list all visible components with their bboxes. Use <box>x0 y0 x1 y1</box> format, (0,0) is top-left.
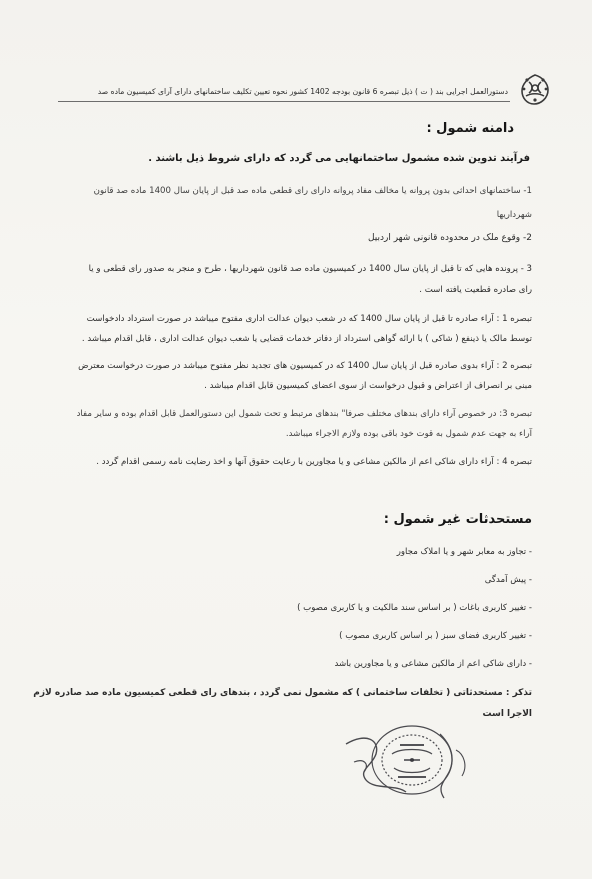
note-3-line-1: تبصره 3: در خصوص آراء دارای بندهای مختلف صرفا" بندهای مرتبط و تحت شمول این دستورالعمل قابل اقدام بوده و سایر مفاد <box>76 409 532 419</box>
note-2-line-1: تبصره 2 : آراء بدوی صادره قبل از پایان سال 1400 که در کمیسیون های تجدید نظر مفتوح میباشد در صورت درخواست معترض <box>78 361 532 371</box>
scope-item-1-line-1: 1- ساختمانهای احداثی بدون پروانه یا مخالف مفاد پروانه دارای رای قطعی ماده صد قبل از پایان سال 1400 ماده صد قانون <box>93 186 532 196</box>
reminder-line-1: تذکر : مستحدثاتی ( تخلفات ساختمانی ) که مشمول نمی گردد ، بندهای رای قطعی کمیسیون ماده صد صادره لازم <box>33 688 532 698</box>
scope-heading: دامنه شمول : <box>426 121 514 136</box>
scope-item-2: 2- وقوع ملک در محدوده قانونی شهر اردبیل <box>367 233 532 243</box>
note-4: تبصره 4 : آراء دارای شاکی اعم از مالکین مشاعی و یا مجاورین با رعایت حقوق آنها و اخذ رضایت نامه رسمی اقدام گردد . <box>96 457 532 467</box>
scope-item-3-line-2: رای صادره قطعیت یافته است . <box>419 285 532 295</box>
exclusions-heading: مستحدثات غیر شمول : <box>383 512 532 527</box>
scope-item-3-line-1: 3 - پرونده هایی که تا قبل از پایان سال 1400 در کمیسیون ماده صد قانون شهرداریها ، طرح و منجر به صدور رای قطعی و یا <box>88 264 532 274</box>
scope-intro: فرآیند تدوین شده مشمول ساختمانهایی می گردد که دارای شروط ذیل باشند . <box>148 153 530 164</box>
exclusion-item: - تغییر کاربری فضای سبز ( بر اساس کاربری مصوب ) <box>339 631 532 641</box>
scope-item-1-line-2: شهرداریها <box>496 210 532 220</box>
official-stamp-icon <box>336 714 476 810</box>
header-divider <box>58 101 510 102</box>
note-1-line-2: توسط مالک یا ذینفع ( شاکی ) با ارائه گواهی استرداد از دفاتر خدمات قضایی یا شعب دیوان عدالت اداری ، قابل اقدام میباشد . <box>81 334 532 344</box>
note-2-line-2: مبنی بر انصراف از اعتراض و قبول درخواست از سوی اعضای کمیسیون قابل اقدام میباشد . <box>204 381 532 391</box>
exclusion-item: - پیش آمدگی <box>484 575 532 585</box>
exclusion-item: - تغییر کاربری باغات ( بر اساس سند مالکیت و یا کاربری مصوب ) <box>297 603 532 613</box>
note-3-line-2: آراء به جهت عدم شمول به قوت خود باقی بوده ولازم الاجراء میباشد. <box>285 429 532 439</box>
reminder-line-2: الاجرا است <box>482 709 532 719</box>
exclusion-item: - دارای شاکی اعم از مالکین مشاعی و یا مجاورین باشد <box>334 659 532 669</box>
note-1-line-1: تبصره 1 : آراء صادره تا قبل از پایان سال 1400 که در شعب دیوان عدالت اداری مفتوح میباشد در صورت استرداد دادخواست <box>86 314 532 324</box>
header-title: دستورالعمل اجرایی بند ( ت ) ذیل تبصره 6 قانون بودجه 1402 کشور نحوه تعیین تکلیف ساختمانهای دارای آرای کمیسیون ماده صد <box>97 87 508 96</box>
municipality-logo-icon <box>518 72 552 108</box>
exclusion-item: - تجاوز به معابر شهر و یا املاک مجاور <box>396 547 532 557</box>
